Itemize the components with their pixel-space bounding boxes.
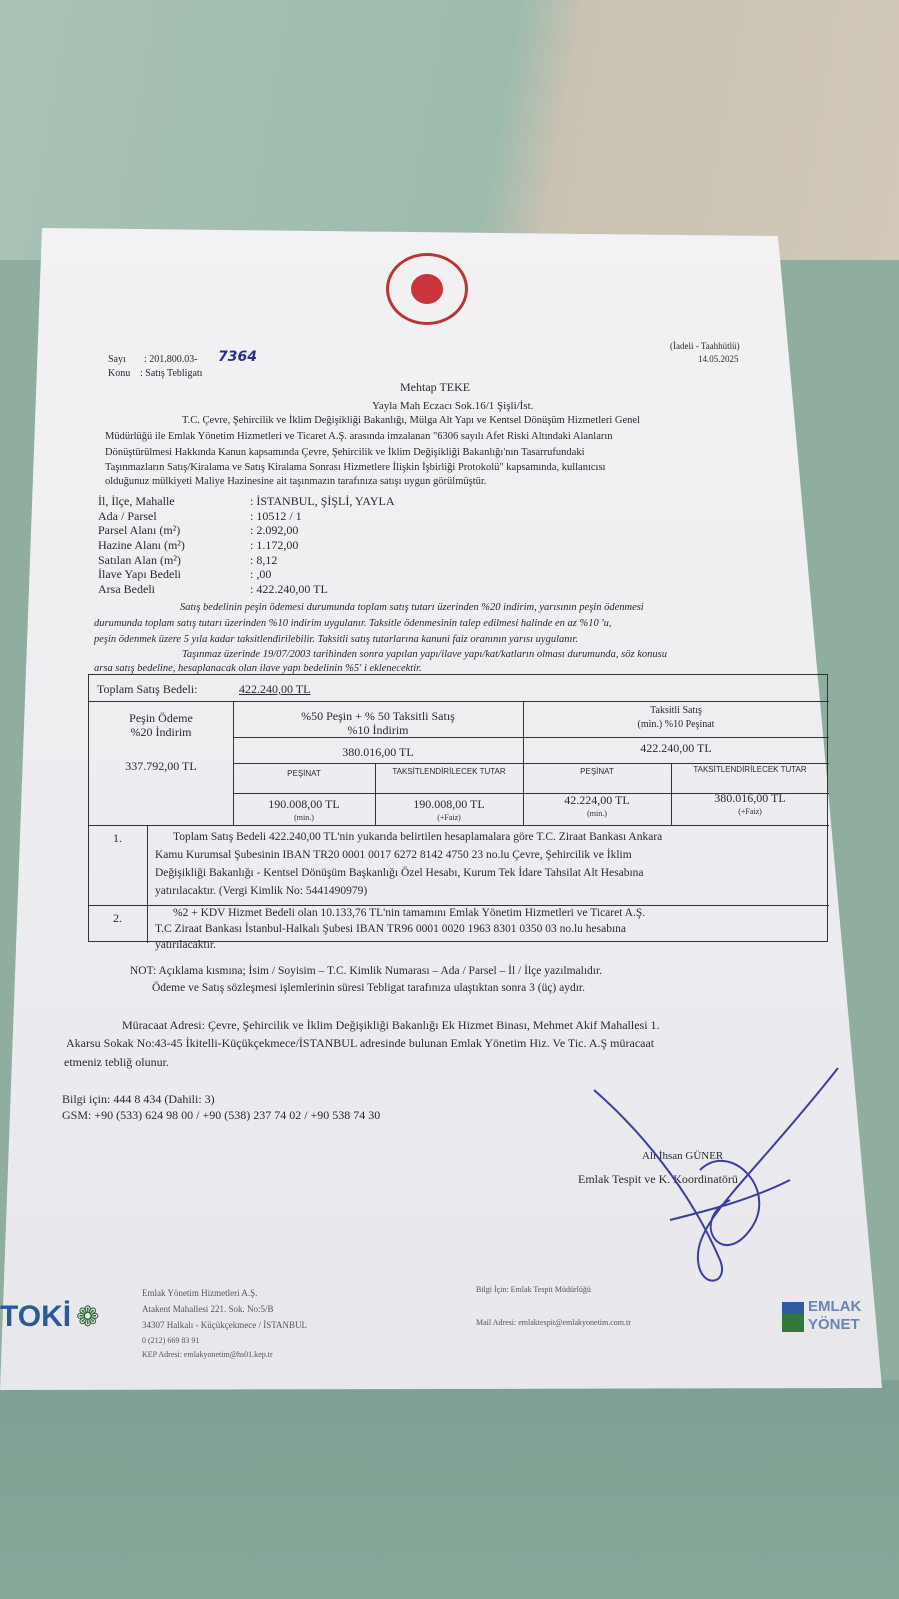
- footer-address: 34307 Halkalı - Küçükçekmece / İSTANBUL: [142, 1320, 307, 1330]
- terms-line: arsa satış bedeline, hesaplanacak olan ilave yapı bedelinin %5' i eklenecektir.: [94, 663, 422, 674]
- footer-kep[interactable]: KEP Adresi: emlakyonetim@hs01.kep.tr: [142, 1350, 273, 1359]
- detail-value: : İSTANBUL, ŞİŞLİ, YAYLA: [250, 494, 395, 508]
- info-phone: Bilgi için: 444 8 434 (Dahili: 3): [62, 1092, 215, 1106]
- footer-address: Atakent Mahallesi 221. Sok. No:5/B: [142, 1304, 274, 1314]
- intro-line: T.C. Çevre, Şehircilik ve İklim Değişikliği Bakanlığı, Mülga Alt Yapı ve Kentsel Dönüşüm Hizmetleri Genel: [182, 415, 640, 426]
- installment-total: 422.240,00 TL: [640, 741, 712, 755]
- intro-line: olduğunuz mülkiyeti Maliye Hazinesine ait taşınmazın tarafınıza satışı uygun görülmüştür.: [105, 476, 487, 487]
- handwritten-signature: [580, 1060, 840, 1300]
- half-discount: %10 İndirim: [347, 723, 409, 737]
- payment-table: [88, 674, 828, 951]
- row-text: T.C Ziraat Bankası İstanbul-Halkalı Şubesi IBAN TR96 0001 0020 1963 8301 0350 03 no.lu hesabına: [155, 923, 627, 935]
- half-pesinat-header: PEŞİNAT: [287, 769, 321, 778]
- detail-label: Parsel Alanı (m²): [98, 523, 181, 537]
- application-line: Müracaat Adresi: Çevre, Şehircilik ve İklim Değişikliği Bakanlığı Ek Hizmet Binası, Mehmet Akif Mahallesi 1.: [122, 1018, 660, 1032]
- cash-header: Peşin Ödeme: [129, 711, 193, 725]
- half-pesinat-min: (min.): [294, 813, 314, 822]
- half-pesinat-value: 190.008,00 TL: [268, 797, 340, 811]
- terms-line: Satış bedelinin peşin ödemesi durumunda toplam satış tutarı üzerinden %20 indirim, yarısının peşin ödenmesi: [180, 602, 644, 613]
- toki-emblem-icon: ❁: [76, 1302, 100, 1333]
- detail-value: : 2.092,00: [250, 523, 299, 537]
- terms-line: peşin ödenmek üzere 5 yıla kadar taksitlendirilebilir. Taksitli satış tutarlarına kanuni faiz oranının yarısı uygulanır.: [94, 634, 578, 645]
- half-taksit-value: 190.008,00 TL: [413, 797, 485, 811]
- detail-value: : 10512 / 1: [250, 509, 302, 523]
- half-total: 380.016,00 TL: [342, 745, 414, 759]
- terms-line: durumunda toplam satış tutarı üzerinden %10 indirim uygulanır. Taksitle ödenmesinin talep edilmesi halinde en az %10 'u,: [94, 618, 612, 629]
- intro-line: Dönüştürülmesi Hakkında Kanun kapsamında Çevre, Şehircilik ve İklim Değişikliği Bakanlığı'nın Tasarrufundaki: [105, 447, 585, 458]
- toki-logo: TOKİ: [0, 1300, 72, 1333]
- detail-label: Arsa Bedeli: [98, 582, 155, 596]
- detail-label: İlave Yapı Bedeli: [98, 567, 181, 581]
- background-fabric-bottom: [0, 1380, 899, 1599]
- sayi-label: Sayı: [108, 354, 126, 365]
- half-taksit-header: TAKSİTLENDİRİLECEK TUTAR: [392, 767, 506, 776]
- sayi-handwritten: 7364: [218, 349, 257, 365]
- sayi-value: : 201.800.03-: [144, 354, 198, 365]
- terms-line: Taşınmaz üzerinde 19/07/2003 tarihinden sonra yapılan yapı/ilave yapı/kat/katların olması durumunda, söz konusu: [182, 649, 667, 660]
- row-text: yatırılacaktır.: [155, 939, 216, 951]
- half-taksit-faiz: (+Faiz): [437, 813, 461, 822]
- detail-value: : 8,12: [250, 553, 278, 567]
- row-text: %2 + KDV Hizmet Bedeli olan 10.133,76 TL'nin tamamını Emlak Yönetim Hizmetleri ve Ticaret A.Ş.: [173, 907, 646, 919]
- footer-phone: 0 (212) 669 83 91: [142, 1336, 200, 1345]
- emlak-logo-text: YÖNET: [808, 1316, 860, 1333]
- document-date: 14.05.2025: [698, 354, 739, 364]
- konu-label: Konu: [108, 368, 131, 379]
- application-line: Akarsu Sokak No:43-45 İkitelli-Küçükçekmece/İSTANBUL adresinde bulunan Emlak Yönetim Hiz. Ve Tic. A.Ş müracaat: [66, 1036, 655, 1050]
- total-value: 422.240,00 TL: [239, 682, 311, 696]
- inst-pesinat-value: 42.224,00 TL: [564, 793, 630, 807]
- konu-value: : Satış Tebligatı: [140, 368, 203, 379]
- half-header: %50 Peşin + % 50 Taksitli Satış: [301, 709, 455, 723]
- row-text: Değişikliği Bakanlığı - Kentsel Dönüşüm Başkanlığı Özel Hesabı, Kurum Tek İdare Tahsilat Alt Hesabına: [155, 867, 644, 879]
- row-text: yatırılacaktır. (Vergi Kimlik No: 5441490979): [155, 885, 368, 897]
- intro-line: Müdürlüğü ile Emlak Yönetim Hizmetleri ve Ticaret A.Ş. arasında imzalanan "6306 sayılı Afet Riski Altındaki Alanların: [105, 431, 613, 442]
- recipient-address: Yayla Mah Eczacı Sok.16/1 Şişli/İst.: [372, 400, 534, 412]
- detail-label: Satılan Alan (m²): [98, 553, 181, 567]
- detail-label: Ada / Parsel: [98, 509, 157, 523]
- intro-line: Taşınmazların Satış/Kiralama ve Satış Kiralama Sonrası Hizmetlere İlişkin İşbirliği Protokolü" kapsamında, kullanıcısı: [105, 462, 606, 473]
- ministry-seal-logo: [386, 253, 468, 325]
- total-label: Toplam Satış Bedeli:: [97, 682, 198, 696]
- note-line: Ödeme ve Satış sözleşmesi işlemlerinin süresi Tebligat tarafınıza ulaştıktan sonra 3 (üç) aydır.: [152, 982, 585, 994]
- cash-discount: %20 İndirim: [130, 725, 192, 739]
- inst-taksit-header: TAKSİTLENDİRİLECEK TUTAR: [693, 765, 807, 774]
- background-fabric: [0, 0, 899, 260]
- signatory-title: Emlak Tespit ve K. Koordinatörü: [578, 1172, 738, 1186]
- detail-value: : 422.240,00 TL: [250, 582, 328, 596]
- detail-label: Hazine Alanı (m²): [98, 538, 185, 552]
- inst-pesinat-min: (min.): [587, 809, 607, 818]
- inst-taksit-faiz: (+Faiz): [738, 807, 762, 816]
- delivery-type: (İadeli - Taahhütlü): [670, 341, 740, 351]
- detail-value: : ,00: [250, 567, 272, 581]
- footer-company: Emlak Yönetim Hizmetleri A.Ş.: [142, 1288, 258, 1298]
- row-text: Kamu Kurumsal Şubesinin IBAN TR20 0001 0017 6272 8142 4750 23 no.lu Çevre, Şehircilik ve İklim: [155, 849, 632, 861]
- row-number: 1.: [113, 831, 122, 845]
- row-text: Toplam Satış Bedeli 422.240,00 TL'nin yukarıda belirtilen hesaplamalara göre T.C. Ziraat Bankası Ankara: [173, 831, 663, 843]
- signatory-name: Ali İhsan GÜNER: [642, 1150, 724, 1162]
- inst-taksit-value: 380.016,00 TL: [714, 791, 786, 805]
- gsm-numbers: GSM: +90 (533) 624 98 00 / +90 (538) 237 74 02 / +90 538 74 30: [62, 1108, 381, 1122]
- inst-pesinat-header: PEŞİNAT: [580, 767, 614, 776]
- recipient-name: Mehtap TEKE: [400, 380, 471, 394]
- footer-mail[interactable]: Mail Adresi: emlaktespit@emlakyonetim.com.tr: [476, 1318, 631, 1327]
- detail-value: : 1.172,00: [250, 538, 299, 552]
- emlak-logo-text: EMLAK: [808, 1298, 862, 1315]
- installment-downpayment: (min.) %10 Peşinat: [637, 719, 715, 730]
- installment-header: Taksitli Satış: [650, 705, 702, 716]
- detail-label: İl, İlçe, Mahalle: [98, 494, 175, 508]
- emlak-logo-icon: [782, 1302, 804, 1332]
- footer-info: Bilgi İçin: Emlak Tespit Müdürlüğü: [476, 1285, 591, 1294]
- cash-value: 337.792,00 TL: [125, 759, 197, 773]
- row-number: 2.: [113, 911, 122, 925]
- application-line: etmeniz tebliğ olunur.: [64, 1055, 169, 1069]
- note-line: NOT: Açıklama kısmına; İsim / Soyisim – T.C. Kimlik Numarası – Ada / Parsel – İl / İlçe yazılmalıdır.: [130, 965, 603, 977]
